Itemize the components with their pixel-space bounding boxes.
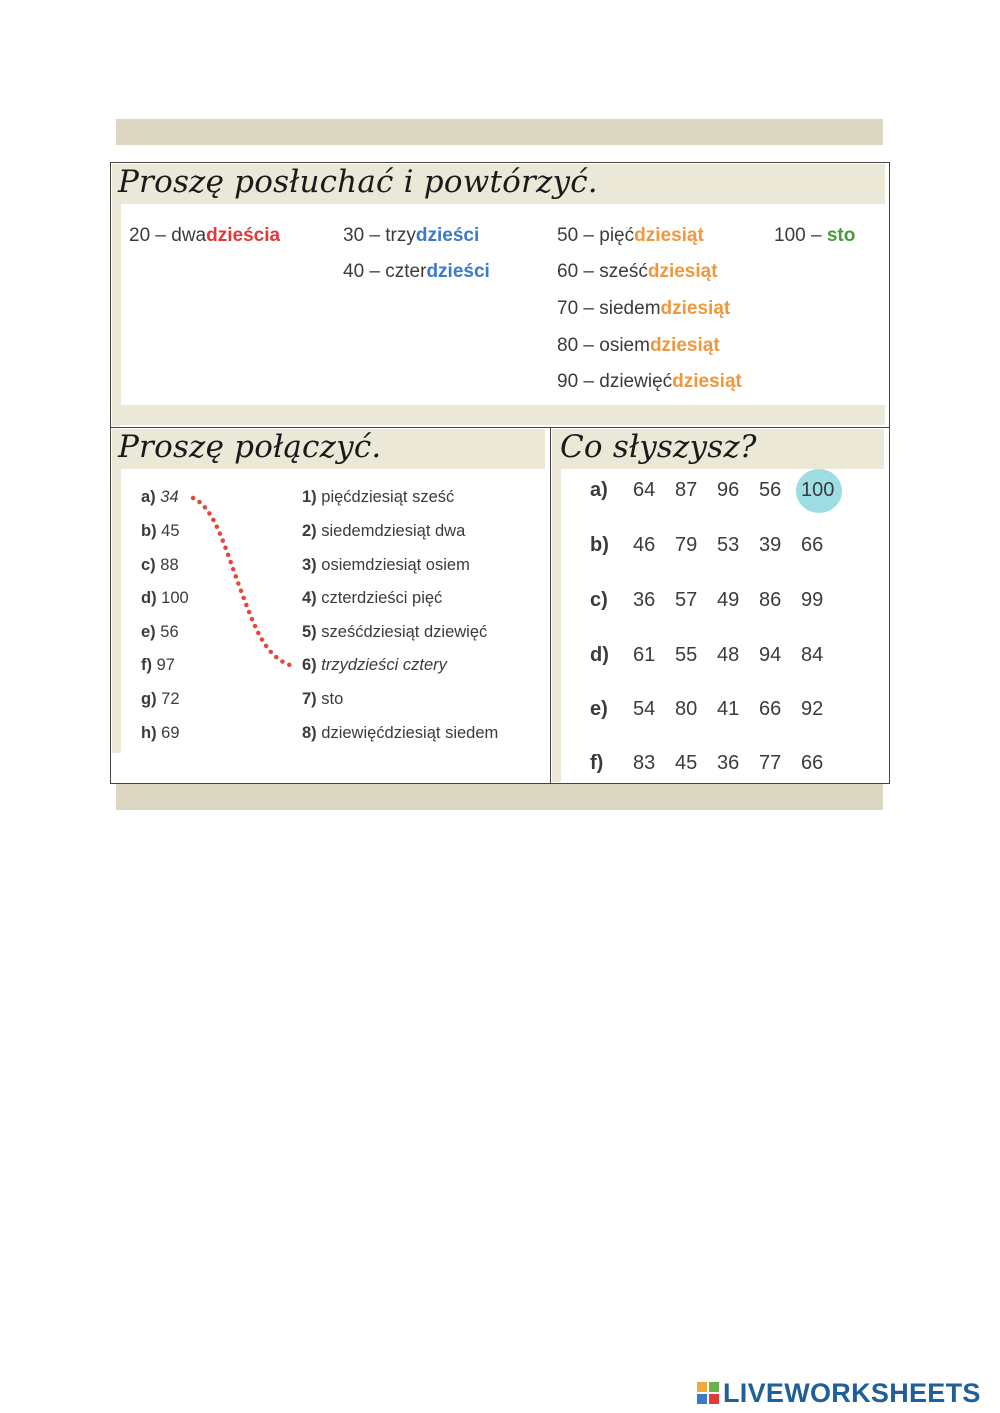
hear-option[interactable]: 86 [759, 589, 782, 611]
hear-option[interactable]: 99 [801, 589, 824, 611]
hear-option[interactable]: 49 [717, 589, 740, 611]
top-decor-band [116, 119, 883, 145]
tens-item-90: 90 – dziewięćdziesiąt [557, 371, 742, 392]
tens-item-70: 70 – siedemdziesiąt [557, 298, 731, 319]
hear-option[interactable]: 83 [633, 752, 656, 774]
tens-item-60: 60 – sześćdziesiąt [557, 261, 718, 282]
hear-option[interactable]: 36 [717, 752, 740, 774]
listen-title: Proszę posłuchać i powtórzyć. [118, 164, 598, 200]
liveworksheets-logo [697, 1377, 981, 1409]
tens-item-40: 40 – czterdzieści [343, 261, 490, 282]
match-title: Proszę połączyć. [118, 429, 382, 465]
hear-option[interactable]: 57 [675, 589, 698, 611]
bottom-decor-band [116, 784, 883, 810]
logo-square-icon [697, 1382, 707, 1392]
logo-text: LIVEWORKSHEETS [723, 1377, 981, 1408]
hear-side-strip [552, 469, 561, 782]
match-left-g[interactable]: g) 72 [141, 690, 180, 708]
tens-item-100: 100 – sto [774, 225, 856, 246]
hear-option[interactable]: 41 [717, 698, 740, 720]
hear-row-label: a) [590, 479, 608, 501]
example-match-line [185, 488, 305, 678]
listen-bottom-strip [112, 405, 885, 425]
logo-square-icon [709, 1394, 719, 1404]
match-right-3[interactable]: 3) osiemdziesiąt osiem [302, 556, 470, 574]
match-right-1[interactable]: 1) pięćdziesiąt sześć [302, 488, 455, 506]
hear-row-label: e) [590, 698, 608, 720]
hear-option[interactable]: 61 [633, 644, 656, 666]
hear-option[interactable]: 66 [801, 534, 824, 556]
hear-option[interactable]: 53 [717, 534, 740, 556]
hear-option[interactable]: 46 [633, 534, 656, 556]
match-right-7[interactable]: 7) sto [302, 690, 344, 708]
match-left-a[interactable]: a) 34 [141, 488, 179, 506]
match-left-e[interactable]: e) 56 [141, 623, 179, 641]
match-left-d[interactable]: d) 100 [141, 589, 189, 607]
hear-option[interactable]: 64 [633, 479, 656, 501]
hear-option[interactable]: 39 [759, 534, 782, 556]
logo-mark-icon [697, 1382, 719, 1404]
tens-item-20: 20 – dwadzieścia [129, 225, 281, 246]
tens-item-50: 50 – pięćdziesiąt [557, 225, 704, 246]
hear-option[interactable]: 96 [717, 479, 740, 501]
hear-option[interactable]: 92 [801, 698, 824, 720]
hear-option[interactable]: 77 [759, 752, 782, 774]
hear-row-label: f) [590, 752, 604, 774]
match-left-h[interactable]: h) 69 [141, 724, 180, 742]
hear-option[interactable]: 55 [675, 644, 698, 666]
hear-option[interactable]: 94 [759, 644, 782, 666]
hear-option[interactable]: 87 [675, 479, 698, 501]
hear-row-label: b) [590, 534, 609, 556]
tens-item-80: 80 – osiemdziesiąt [557, 335, 720, 356]
hear-option[interactable]: 45 [675, 752, 698, 774]
match-right-2[interactable]: 2) siedemdziesiąt dwa [302, 522, 466, 540]
hear-title: Co słyszysz? [560, 429, 757, 465]
tens-item-30: 30 – trzydzieści [343, 225, 480, 246]
match-left-f[interactable]: f) 97 [141, 656, 175, 674]
match-left-b[interactable]: b) 45 [141, 522, 180, 540]
hear-option-selected[interactable]: 100 [801, 479, 835, 501]
hear-option[interactable]: 66 [801, 752, 824, 774]
match-right-8[interactable]: 8) dziewięćdziesiąt siedem [302, 724, 499, 742]
match-right-6[interactable]: 6) trzydzieści cztery [302, 656, 447, 674]
match-left-c[interactable]: c) 88 [141, 556, 179, 574]
hear-option[interactable]: 66 [759, 698, 782, 720]
hear-option[interactable]: 36 [633, 589, 656, 611]
logo-square-icon [697, 1394, 707, 1404]
logo-square-icon [709, 1382, 719, 1392]
hear-row-label: c) [590, 589, 608, 611]
match-side-strip [112, 469, 121, 753]
hear-option[interactable]: 79 [675, 534, 698, 556]
hear-option[interactable]: 80 [675, 698, 698, 720]
match-right-4[interactable]: 4) czterdzieści pięć [302, 589, 443, 607]
listen-side-strip [112, 204, 121, 426]
hear-row-label: d) [590, 644, 609, 666]
hear-option[interactable]: 56 [759, 479, 782, 501]
match-right-5[interactable]: 5) sześćdziesiąt dziewięć [302, 623, 488, 641]
hear-option[interactable]: 48 [717, 644, 740, 666]
hear-option[interactable]: 54 [633, 698, 656, 720]
hear-option[interactable]: 84 [801, 644, 824, 666]
